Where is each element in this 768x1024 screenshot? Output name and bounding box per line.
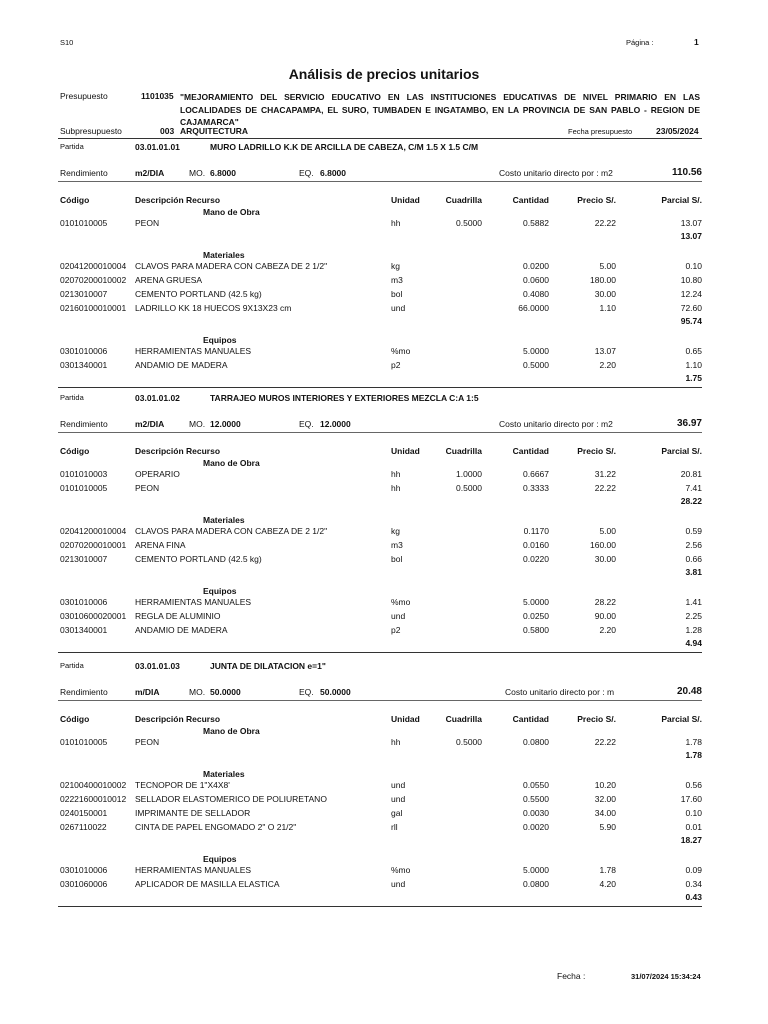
resource-parcial: 0.65 [685,346,702,356]
resource-unit: bol [391,554,403,564]
group-title: Equipos [203,854,237,864]
resource-unit: %mo [391,597,411,607]
col-precio: Precio S/. [577,446,616,456]
resource-parcial: 0.34 [685,879,702,889]
resource-code: 0267110022 [60,822,107,832]
resource-unit: und [391,611,406,621]
resource-row [58,808,702,820]
col-precio: Precio S/. [577,714,616,724]
partida-name: TARRAJEO MUROS INTERIORES Y EXTERIORES MEZCLA C:A 1:5 [210,393,479,403]
resource-row [58,794,702,806]
resource-parcial: 1.28 [685,625,702,635]
resource-unit: %mo [391,346,411,356]
resource-precio: 180.00 [590,275,616,285]
mo-value: 50.0000 [210,687,241,697]
resource-cantidad: 0.5800 [523,625,549,635]
col-unidad: Unidad [391,446,420,456]
resource-unit: bol [391,289,403,299]
divider [58,652,702,653]
resource-row [58,822,702,834]
resource-parcial: 0.59 [685,526,702,536]
resource-row [58,625,702,637]
page-number: 1 [694,37,699,47]
rendimiento-label: Rendimiento [60,168,108,178]
divider [58,181,702,182]
partida-name: MURO LADRILLO K.K DE ARCILLA DE CABEZA, C/M 1.5 X 1.5 C/M [210,142,479,152]
group-subtotal: 13.07 [680,231,702,241]
resource-code: 02070200010001 [60,540,127,550]
resource-description: ARENA GRUESA [135,275,203,285]
partida-label: Partida [60,142,84,151]
resource-precio: 22.22 [594,218,616,228]
resource-parcial: 2.56 [685,540,702,550]
resource-unit: hh [391,469,401,479]
resource-code: 02160100010001 [60,303,127,313]
resource-precio: 13.07 [594,346,616,356]
resource-row [58,597,702,609]
partida-code: 03.01.01.02 [135,393,180,403]
resource-row [58,879,702,891]
resource-code: 0301010006 [60,865,108,875]
resource-unit: %mo [391,865,411,875]
resource-unit: m3 [391,540,403,550]
resource-unit: und [391,794,406,804]
resource-cantidad: 0.3333 [523,483,549,493]
resource-parcial: 20.81 [680,469,702,479]
resource-cuadrilla: 0.5000 [456,218,482,228]
resource-description: ANDAMIO DE MADERA [135,625,228,635]
resource-row [58,275,702,287]
resource-cantidad: 0.0020 [523,822,549,832]
resource-unit: hh [391,218,401,228]
group-subtotal: 18.27 [680,835,702,845]
resource-parcial: 0.56 [685,780,702,790]
col-codigo: Código [60,446,90,456]
resource-description: PEON [135,483,160,493]
divider [58,432,702,433]
resource-description: SELLADOR ELASTOMERICO DE POLIURETANO [135,794,327,804]
resource-code: 0301010006 [60,346,108,356]
resource-parcial: 1.10 [685,360,702,370]
resource-code: 0213010007 [60,289,108,299]
partida-label: Partida [60,661,84,670]
group-title: Mano de Obra [203,207,260,217]
resource-row [58,261,702,273]
costo-unitario-value: 110.56 [671,167,702,178]
col-unidad: Unidad [391,714,420,724]
group-subtotal: 28.22 [680,496,702,506]
col-parcial: Parcial S/. [661,446,702,456]
divider [58,906,702,907]
resource-row [58,218,702,230]
costo-unitario-label: Costo unitario directo por : m [505,687,615,697]
col-descripcion: Descripción Recurso [135,714,221,724]
footer-fecha: 31/07/2024 15:34:24 [631,972,701,981]
group-title: Equipos [203,335,237,345]
resource-precio: 2.20 [599,625,616,635]
divider [58,700,702,701]
divider [58,138,702,139]
resource-parcial: 72.60 [680,303,702,313]
resource-cantidad: 0.0600 [523,275,549,285]
resource-precio: 30.00 [594,554,616,564]
resource-code: 0101010005 [60,483,108,493]
resource-code: 03010600020001 [60,611,127,621]
resource-description: REGLA DE ALUMINIO [135,611,221,621]
resource-precio: 28.22 [594,597,616,607]
resource-code: 02041200010004 [60,526,127,536]
resource-description: APLICADOR DE MASILLA ELASTICA [135,879,280,889]
resource-description: IMPRIMANTE DE SELLADOR [135,808,251,818]
partida-code: 03.01.01.01 [135,142,180,152]
mo-label: MO. [189,168,206,178]
resource-description: HERRAMIENTAS MANUALES [135,597,252,607]
subpresupuesto-name: ARQUITECTURA [180,126,248,136]
page-label: Página : [626,38,654,47]
resource-cantidad: 0.0250 [523,611,549,621]
col-cantidad: Cantidad [512,714,549,724]
group-subtotal: 95.74 [680,316,702,326]
resource-unit: m3 [391,275,403,285]
resource-cuadrilla: 0.5000 [456,483,482,493]
resource-cantidad: 0.5500 [523,794,549,804]
costo-unitario-label: Costo unitario directo por : m2 [499,419,613,429]
group-title: Materiales [203,769,245,779]
rendimiento-unit: m2/DIA [135,419,165,429]
partida-name: JUNTA DE DILATACION e=1" [210,661,326,671]
eq-value: 12.0000 [320,419,351,429]
resource-row [58,469,702,481]
costo-unitario-value: 20.48 [676,686,702,697]
resource-code: 0213010007 [60,554,108,564]
group-subtotal: 1.75 [685,373,702,383]
group-title: Equipos [203,586,237,596]
resource-cantidad: 0.0550 [523,780,549,790]
resource-cuadrilla: 0.5000 [456,737,482,747]
col-cuadrilla: Cuadrilla [445,446,482,456]
resource-cantidad: 0.0200 [523,261,549,271]
col-cantidad: Cantidad [512,195,549,205]
resource-precio: 34.00 [594,808,616,818]
group-subtotal: 3.81 [685,567,702,577]
resource-row [58,360,702,372]
resource-precio: 1.10 [599,303,616,313]
resource-code: 02221600010012 [60,794,127,804]
partida-code: 03.01.01.03 [135,661,180,671]
resource-precio: 5.90 [599,822,616,832]
resource-row [58,526,702,538]
resource-precio: 10.20 [594,780,616,790]
resource-cantidad: 0.1170 [523,526,549,536]
resource-unit: p2 [391,360,401,370]
resource-cantidad: 0.0800 [523,879,549,889]
rendimiento-unit: m/DIA [135,687,160,697]
resource-unit: hh [391,483,401,493]
resource-precio: 5.00 [599,261,616,271]
resource-code: 0301060006 [60,879,108,889]
resource-description: CLAVOS PARA MADERA CON CABEZA DE 2 1/2" [135,526,328,536]
mo-value: 6.8000 [210,168,236,178]
group-title: Materiales [203,250,245,260]
col-descripcion: Descripción Recurso [135,195,221,205]
resource-code: 0101010005 [60,218,108,228]
resource-parcial: 0.66 [685,554,702,564]
resource-code: 0101010005 [60,737,108,747]
col-parcial: Parcial S/. [661,714,702,724]
resource-description: CEMENTO PORTLAND (42.5 kg) [135,554,262,564]
resource-parcial: 2.25 [685,611,702,621]
resource-unit: und [391,780,406,790]
col-cantidad: Cantidad [512,446,549,456]
resource-cantidad: 0.4080 [523,289,549,299]
resource-cantidad: 5.0000 [523,346,549,356]
resource-description: HERRAMIENTAS MANUALES [135,346,252,356]
resource-parcial: 17.60 [680,794,702,804]
footer-fecha-label: Fecha : [557,971,586,981]
mo-value: 12.0000 [210,419,241,429]
resource-description: CINTA DE PAPEL ENGOMADO 2" O 21/2" [135,822,297,832]
resource-precio: 5.00 [599,526,616,536]
resource-unit: rll [391,822,398,832]
resource-precio: 4.20 [599,879,616,889]
resource-precio: 22.22 [594,737,616,747]
col-codigo: Código [60,714,90,724]
resource-code: 0301340001 [60,625,108,635]
resource-code: 02041200010004 [60,261,127,271]
mo-label: MO. [189,687,206,697]
resource-description: LADRILLO KK 18 HUECOS 9X13X23 cm [135,303,292,313]
group-subtotal: 1.78 [685,750,702,760]
resource-precio: 1.78 [599,865,616,875]
group-title: Mano de Obra [203,726,260,736]
resource-unit: und [391,879,406,889]
resource-cantidad: 0.0220 [523,554,549,564]
resource-description: PEON [135,737,160,747]
presupuesto-label: Presupuesto [60,91,108,101]
col-cuadrilla: Cuadrilla [445,195,482,205]
resource-parcial: 1.41 [685,597,702,607]
resource-unit: kg [391,526,400,536]
resource-cuadrilla: 1.0000 [456,469,482,479]
resource-unit: und [391,303,406,313]
resource-row [58,483,702,495]
resource-description: ANDAMIO DE MADERA [135,360,228,370]
resource-row [58,554,702,566]
resource-cantidad: 0.6667 [523,469,549,479]
resource-unit: kg [391,261,400,271]
resource-row [58,780,702,792]
resource-parcial: 13.07 [680,218,702,228]
eq-value: 50.0000 [320,687,351,697]
resource-cantidad: 0.0800 [523,737,549,747]
resource-precio: 90.00 [594,611,616,621]
resource-description: ARENA FINA [135,540,186,550]
eq-label: EQ. [299,168,314,178]
mo-label: MO. [189,419,206,429]
col-parcial: Parcial S/. [661,195,702,205]
resource-row [58,289,702,301]
report-code: S10 [60,38,74,47]
resource-code: 0301010006 [60,597,108,607]
resource-parcial: 0.09 [685,865,702,875]
rendimiento-label: Rendimiento [60,687,108,697]
rendimiento-label: Rendimiento [60,419,108,429]
fecha-presupuesto-label: Fecha presupuesto [568,127,633,136]
resource-cantidad: 5.0000 [523,597,549,607]
col-precio: Precio S/. [577,195,616,205]
resource-parcial: 0.10 [685,261,702,271]
rendimiento-unit: m2/DIA [135,168,165,178]
presupuesto-code: 1101035 [141,91,174,101]
eq-label: EQ. [299,687,314,697]
resource-cantidad: 0.5000 [523,360,549,370]
resource-parcial: 0.10 [685,808,702,818]
resource-row [58,611,702,623]
resource-row [58,346,702,358]
page-title: Análisis de precios unitarios [288,66,480,82]
resource-description: TECNOPOR DE 1"X4X8' [135,780,230,790]
col-unidad: Unidad [391,195,420,205]
partida-label: Partida [60,393,84,402]
resource-row [58,303,702,315]
resource-row [58,540,702,552]
resource-code: 02070200010002 [60,275,127,285]
eq-label: EQ. [299,419,314,429]
resource-parcial: 7.41 [685,483,702,493]
group-subtotal: 0.43 [685,892,702,902]
col-descripcion: Descripción Recurso [135,446,221,456]
presupuesto-description: "MEJORAMIENTO DEL SERVICIO EDUCATIVO EN LAS INSTITUCIONES EDUCATIVAS DE NIVEL PRIMARIO EN LAS LOCALIDADES DE CHACAPAMPA, EL SURO, TUMBADEN E INGATAMBO, EN LA PROVINCIA DE SAN PABLO - REGION DE CAJAMARCA" [180,92,700,127]
col-codigo: Código [60,195,90,205]
resource-parcial: 12.24 [680,289,702,299]
resource-code: 0240150001 [60,808,108,818]
resource-row [58,737,702,749]
resource-precio: 160.00 [590,540,616,550]
subpresupuesto-code: 003 [160,126,175,136]
resource-description: HERRAMIENTAS MANUALES [135,865,252,875]
subpresupuesto-label: Subpresupuesto [60,126,122,136]
resource-cantidad: 66.0000 [518,303,549,313]
resource-unit: p2 [391,625,401,635]
resource-unit: gal [391,808,403,818]
resource-precio: 2.20 [599,360,616,370]
costo-unitario-label: Costo unitario directo por : m2 [499,168,613,178]
resource-description: CEMENTO PORTLAND (42.5 kg) [135,289,262,299]
resource-cantidad: 0.0160 [523,540,549,550]
resource-code: 0101010003 [60,469,108,479]
resource-cantidad: 0.0030 [523,808,549,818]
resource-parcial: 10.80 [680,275,702,285]
resource-precio: 31.22 [594,469,616,479]
resource-code: 02100400010002 [60,780,127,790]
resource-description: OPERARIO [135,469,180,479]
resource-description: PEON [135,218,160,228]
resource-cantidad: 0.5882 [523,218,549,228]
resource-precio: 32.00 [594,794,616,804]
costo-unitario-value: 36.97 [676,418,702,429]
resource-description: CLAVOS PARA MADERA CON CABEZA DE 2 1/2" [135,261,328,271]
fecha-presupuesto: 23/05/2024 [656,126,699,136]
resource-unit: hh [391,737,401,747]
resource-cantidad: 5.0000 [523,865,549,875]
resource-precio: 22.22 [594,483,616,493]
resource-parcial: 0.01 [685,822,702,832]
col-cuadrilla: Cuadrilla [445,714,482,724]
divider [58,387,702,388]
resource-code: 0301340001 [60,360,108,370]
group-title: Materiales [203,515,245,525]
resource-parcial: 1.78 [685,737,702,747]
group-title: Mano de Obra [203,458,260,468]
group-subtotal: 4.94 [685,638,702,648]
resource-row [58,865,702,877]
resource-precio: 30.00 [594,289,616,299]
eq-value: 6.8000 [320,168,346,178]
